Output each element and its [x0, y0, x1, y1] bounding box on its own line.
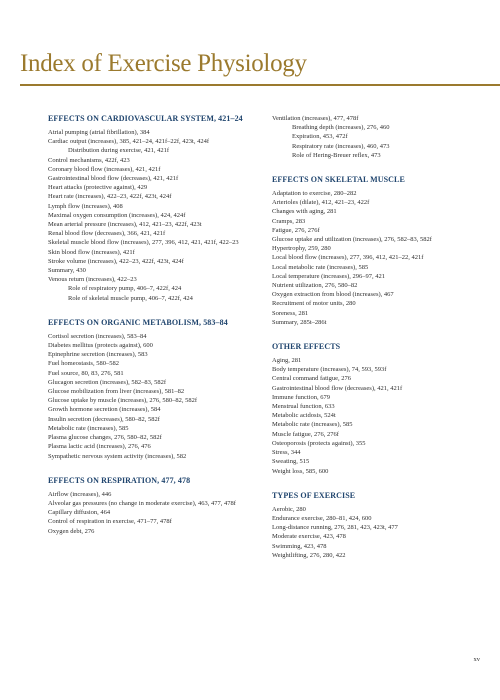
index-entry: Soreness, 281: [272, 309, 309, 317]
index-entry: Cardiac output (increases), 385, 421–24, 421f–22f, 423t, 424f: [48, 138, 210, 146]
index-entry: Sympathetic nervous system activity (increases), 582: [48, 452, 187, 460]
index-entry: Plasma lactic acid (increases), 276, 476: [48, 443, 151, 451]
index-entry: Glucose uptake by muscle (increases), 276, 580–82, 582f: [48, 397, 198, 405]
index-entry: Airflow (increases), 446: [48, 490, 112, 498]
index-entry: Metabolic rate (increases), 585: [48, 424, 129, 432]
index-entry: Ventilation (increases), 477, 478f: [272, 115, 359, 122]
index-subentry: Expiration, 453, 472f: [292, 133, 348, 141]
index-entry: Insulin secretion (decreases), 580–82, 582f: [48, 415, 160, 423]
index-entry: Oxygen extraction from blood (increases), 467: [272, 291, 394, 299]
index-section: [48, 114, 260, 303]
section-heading: OTHER EFFECTS: [272, 342, 341, 352]
index-entry: Cortisol secretion (increases), 583–84: [48, 332, 147, 340]
index-entry: Maximal oxygen consumption (increases), 424, 424f: [48, 211, 186, 219]
index-entry: Endurance exercise, 280–81, 424, 600: [272, 514, 372, 522]
index-entry: Growth hormone secretion (increases), 584: [48, 406, 161, 414]
index-entry: Gastrointestinal blood flow (decreases), 421, 421f: [48, 175, 179, 183]
index-entry: Recruitment of motor units, 280: [272, 300, 356, 308]
index-entry: Arterioles (dilate), 412, 421–23, 422f: [272, 199, 370, 207]
index-entry: Hypertrophy, 259, 280: [272, 245, 331, 253]
index-entry: Mean arterial pressure (increases), 412, 421–23, 422f, 423t: [48, 221, 202, 229]
index-column-left: [48, 114, 260, 551]
index-entry: Stroke volume (increases), 422–23, 422f, 423t, 424f: [48, 257, 184, 265]
index-entry: Fuel homeostasis, 580–582: [48, 360, 119, 368]
index-entry: Plasma glucose changes, 276, 580–82, 582f: [48, 434, 162, 442]
index-entry: Epinephrine secretion (increases), 583: [48, 351, 148, 359]
index-entry: Skeletal muscle blood flow (increases), 277, 396, 412, 421, 421f, 422–23: [48, 239, 239, 247]
index-entry: Lymph flow (increases), 408: [48, 202, 123, 210]
index-subentry: Distribution during exercise, 421, 421f: [68, 147, 170, 155]
section-heading: EFFECTS ON SKELETAL MUSCLE: [272, 175, 405, 185]
section-heading: TYPES OF EXERCISE: [272, 490, 356, 500]
index-entry: Atrial pumping (atrial fibrillation), 384: [48, 129, 150, 136]
index-entry: Capillary diffusion, 464: [48, 509, 111, 517]
index-section: [272, 491, 482, 560]
index-entry: Body temperature (increases), 74, 593, 593f: [272, 366, 387, 374]
index-section: [48, 476, 260, 536]
index-subentry: Role of respiratory pump, 406–7, 422f, 424: [68, 285, 182, 293]
index-section: [272, 175, 482, 327]
index-entry: Control mechanisms, 422f, 423: [48, 156, 130, 164]
index-entry: Diabetes mellitus (protects against), 600: [48, 342, 153, 350]
index-entry: Aerobic, 280: [272, 505, 306, 513]
index-subentry: Role of skeletal muscle pump, 406–7, 422f, 424: [68, 294, 193, 302]
index-entry: Long-distance running, 276, 281, 423, 423t, 477: [272, 524, 398, 532]
index-subentry: Respiratory rate (increases), 460, 473: [292, 142, 390, 150]
index-section: [272, 114, 482, 160]
index-entry: Moderate exercise, 423, 478: [272, 533, 346, 541]
index-section: [272, 342, 482, 476]
section-heading: EFFECTS ON ORGANIC METABOLISM, 583–84: [48, 317, 228, 327]
index-entry: Local temperature (increases), 296–97, 421: [272, 272, 385, 280]
section-heading: EFFECTS ON RESPIRATION, 477, 478: [48, 475, 191, 485]
section-heading: EFFECTS ON CARDIOVASCULAR SYSTEM, 421–24: [48, 114, 243, 123]
index-entry: Weightlifting, 276, 280, 422: [272, 551, 346, 559]
index-entry: Adaptation to exercise, 280–282: [272, 190, 357, 198]
index-entry: Stress, 344: [272, 449, 301, 457]
index-entry: Changes with aging, 281: [272, 208, 337, 216]
index-entry: Local metabolic rate (increases), 585: [272, 263, 369, 271]
index-entry: Summary, 430: [48, 267, 86, 275]
index-subentry: Role of Hering-Breuer reflex, 473: [292, 151, 381, 159]
index-entry: Gastrointestinal blood flow (decreases), 421, 421f: [272, 384, 403, 392]
page-number: xv: [473, 656, 480, 663]
index-entry: Cramps, 283: [272, 217, 306, 225]
index-entry: Osteoporosis (protects against), 355: [272, 439, 366, 447]
index-section: [48, 318, 260, 461]
index-entry: Venous return (increases), 422–23: [48, 276, 137, 284]
index-entry: Alveolar gas pressures (no change in moderate exercise), 463, 477, 478f: [48, 499, 236, 507]
index-entry: Skin blood flow (increases), 421f: [48, 248, 135, 256]
index-entry: Metabolic acidosis, 524t: [272, 412, 336, 420]
index-subentry: Breathing depth (increases), 276, 460: [292, 124, 390, 132]
index-entry: Local blood flow (increases), 277, 396, 412, 421–22, 421f: [272, 254, 424, 262]
title-rule: [20, 84, 500, 86]
index-entry: Nutrient utilization, 276, 580–82: [272, 282, 358, 290]
index-entry: Oxygen debt, 276: [48, 527, 95, 535]
index-entry: Coronary blood flow (increases), 421, 421f: [48, 165, 161, 173]
index-entry: Fuel source, 80, 83, 276, 581: [48, 369, 124, 377]
index-entry: Weight loss, 585, 600: [272, 467, 329, 475]
index-entry: Menstrual function, 633: [272, 403, 335, 411]
index-entry: Immune function, 679: [272, 393, 330, 401]
index-entry: Glucose uptake and utilization (increases), 276, 582–83, 582f: [272, 236, 432, 244]
index-column-right: [272, 114, 482, 575]
index-entry: Summary, 285t–286t: [272, 318, 327, 326]
index-entry: Fatigue, 276, 276f: [272, 226, 320, 234]
index-entry: Glucagon secretion (increases), 582–83, 582f: [48, 378, 167, 386]
index-entry: Renal blood flow (decreases), 366, 421, 421f: [48, 230, 166, 238]
index-entry: Heart rate (increases), 422–23, 422f, 423t, 424f: [48, 193, 172, 201]
index-entry: Aging, 281: [272, 357, 302, 365]
page-title: Index of Exercise Physiology: [20, 50, 307, 77]
index-entry: Control of respiration in exercise, 471–77, 478f: [48, 518, 172, 526]
index-entry: Swimming, 423, 478: [272, 542, 327, 550]
index-entry: Muscle fatigue, 276, 276f: [272, 430, 339, 438]
index-entry: Metabolic rate (increases), 585: [272, 421, 353, 429]
index-entry: Glucose mobilization from liver (increases), 581–82: [48, 388, 185, 396]
index-entry: Central command fatigue, 276: [272, 375, 352, 383]
index-entry: Heart attacks (protective against), 429: [48, 184, 148, 192]
index-entry: Sweating, 515: [272, 458, 310, 466]
